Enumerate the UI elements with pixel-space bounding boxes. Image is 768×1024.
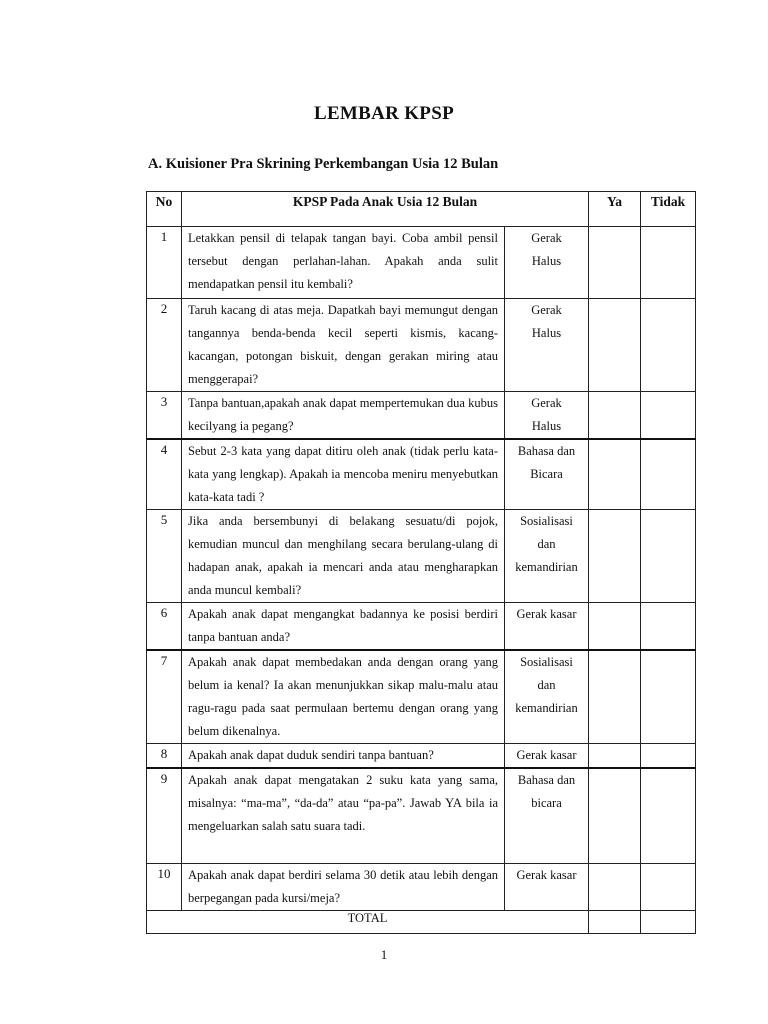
- answer-ya-cell[interactable]: [589, 227, 641, 299]
- table-row: [147, 439, 696, 510]
- development-category: [505, 227, 589, 299]
- row-number: 3: [147, 392, 182, 440]
- development-category: [505, 863, 589, 910]
- table-row: [147, 392, 696, 440]
- question-text: Apakah anak dapat membedakan anda dengan orang yang belum ia kenal? Ia akan menunjukkan sikap malu-malu atau ragu-ragu pada saat permulaan bertemu dengan orang yang belum dikenalnya.: [182, 650, 505, 744]
- row-number: 2: [147, 299, 182, 392]
- row-number: 9: [147, 768, 182, 863]
- page-number: 1: [380, 947, 388, 962]
- question-text: Jika anda bersembunyi di belakang sesuatu/di pojok, kemudian muncul dan menghilang secara berulang-ulang di hadapan anak, apakah ia mencari anda atau mengharapkan anda muncul kembali?: [182, 510, 505, 603]
- kpsp-table: [146, 191, 696, 934]
- answer-ya-cell[interactable]: [589, 439, 641, 510]
- total-label: TOTAL: [147, 910, 589, 933]
- answer-tidak-cell[interactable]: [641, 439, 696, 510]
- answer-tidak-cell[interactable]: [641, 510, 696, 603]
- table-row: [147, 227, 696, 299]
- table-row: [147, 299, 696, 392]
- answer-ya-cell[interactable]: [589, 744, 641, 769]
- category-line: dan: [537, 537, 556, 551]
- header-no: No: [147, 192, 182, 227]
- question-text: Apakah anak dapat mengangkat badannya ke posisi berdiri tanpa bantuan anda?: [182, 603, 505, 651]
- category-line: Halus: [531, 326, 562, 340]
- row-number: 6: [147, 603, 182, 651]
- development-category: [505, 603, 589, 651]
- row-number: 7: [147, 650, 182, 744]
- answer-tidak-cell[interactable]: [641, 299, 696, 392]
- question-text: Apakah anak dapat duduk sendiri tanpa bantuan?: [182, 744, 505, 769]
- question-text: Taruh kacang di atas meja. Dapatkah bayi memungut dengan tangannya benda-benda kecil seperti kismis, kacang-kacangan, potongan biskuit, dengan gerakan miring atau menggerapai?: [182, 299, 505, 392]
- table-row: [147, 768, 696, 863]
- table-row: [147, 510, 696, 603]
- development-category: [505, 299, 589, 392]
- category-line: Gerak: [531, 396, 562, 410]
- answer-ya-cell[interactable]: [589, 863, 641, 910]
- category-line: Gerak kasar: [516, 748, 577, 762]
- category-line: Halus: [531, 254, 562, 268]
- category-line: dan: [537, 678, 556, 692]
- category-line: Halus: [531, 419, 562, 433]
- header-question: KPSP Pada Anak Usia 12 Bulan: [182, 192, 589, 227]
- answer-tidak-cell[interactable]: [641, 603, 696, 651]
- page-title: LEMBAR KPSP: [313, 103, 454, 124]
- category-line: kemandirian: [515, 560, 578, 574]
- answer-ya-cell[interactable]: [589, 603, 641, 651]
- question-text: Letakkan pensil di telapak tangan bayi. Coba ambil pensil tersebut dengan perlahan-lahan. Apakah anda sulit mendapatkan pensil itu kembali?: [182, 227, 505, 299]
- row-number: 1: [147, 227, 182, 299]
- row-number: 10: [147, 863, 182, 910]
- answer-tidak-cell[interactable]: [641, 227, 696, 299]
- table-row: [147, 744, 696, 769]
- development-category: [505, 439, 589, 510]
- total-row: [147, 910, 696, 933]
- header-tidak: Tidak: [641, 192, 696, 227]
- table-row: [147, 863, 696, 910]
- category-line: bicara: [531, 796, 562, 810]
- answer-ya-cell[interactable]: [589, 299, 641, 392]
- category-line: Gerak: [531, 303, 562, 317]
- total-tidak-cell[interactable]: [641, 910, 696, 933]
- answer-ya-cell[interactable]: [589, 768, 641, 863]
- category-line: Sosialisasi: [520, 655, 573, 669]
- answer-ya-cell[interactable]: [589, 392, 641, 440]
- table-row: [147, 603, 696, 651]
- question-text: Apakah anak dapat mengatakan 2 suku kata yang sama, misalnya: “ma-ma”, “da-da” atau “pa-pa”. Jawab YA bila ia mengeluarkan salah satu suara tadi.: [182, 768, 505, 863]
- question-text: Tanpa bantuan,apakah anak dapat mempertemukan dua kubus kecilyang ia pegang?: [182, 392, 505, 440]
- development-category: [505, 510, 589, 603]
- answer-tidak-cell[interactable]: [641, 744, 696, 769]
- development-category: [505, 744, 589, 769]
- answer-tidak-cell[interactable]: [641, 863, 696, 910]
- table-header-row: [147, 192, 696, 227]
- answer-tidak-cell[interactable]: [641, 392, 696, 440]
- category-line: Gerak kasar: [516, 867, 577, 882]
- category-line: Gerak kasar: [516, 607, 577, 621]
- category-line: Bahasa dan: [517, 444, 576, 458]
- answer-tidak-cell[interactable]: [641, 768, 696, 863]
- row-number: 5: [147, 510, 182, 603]
- question-text: Sebut 2-3 kata yang dapat ditiru oleh anak (tidak perlu kata-kata yang lengkap). Apakah ia mencoba meniru menyebutkan kata-kata tadi ?: [182, 439, 505, 510]
- category-line: Bahasa dan: [517, 773, 576, 787]
- development-category: [505, 768, 589, 863]
- category-line: Gerak: [531, 231, 562, 245]
- total-ya-cell[interactable]: [589, 910, 641, 933]
- section-subtitle: A. Kuisioner Pra Skrining Perkembangan Usia 12 Bulan: [148, 156, 499, 172]
- row-number: 8: [147, 744, 182, 769]
- development-category: [505, 392, 589, 440]
- row-number: 4: [147, 439, 182, 510]
- category-line: kemandirian: [515, 701, 578, 715]
- category-line: Sosialisasi: [520, 514, 573, 528]
- development-category: [505, 650, 589, 744]
- answer-ya-cell[interactable]: [589, 510, 641, 603]
- answer-tidak-cell[interactable]: [641, 650, 696, 744]
- answer-ya-cell[interactable]: [589, 650, 641, 744]
- question-text: Apakah anak dapat berdiri selama 30 detik atau lebih dengan berpegangan pada kursi/meja?: [182, 863, 505, 910]
- table-row: [147, 650, 696, 744]
- category-line: Bicara: [530, 467, 563, 481]
- header-ya: Ya: [589, 192, 641, 227]
